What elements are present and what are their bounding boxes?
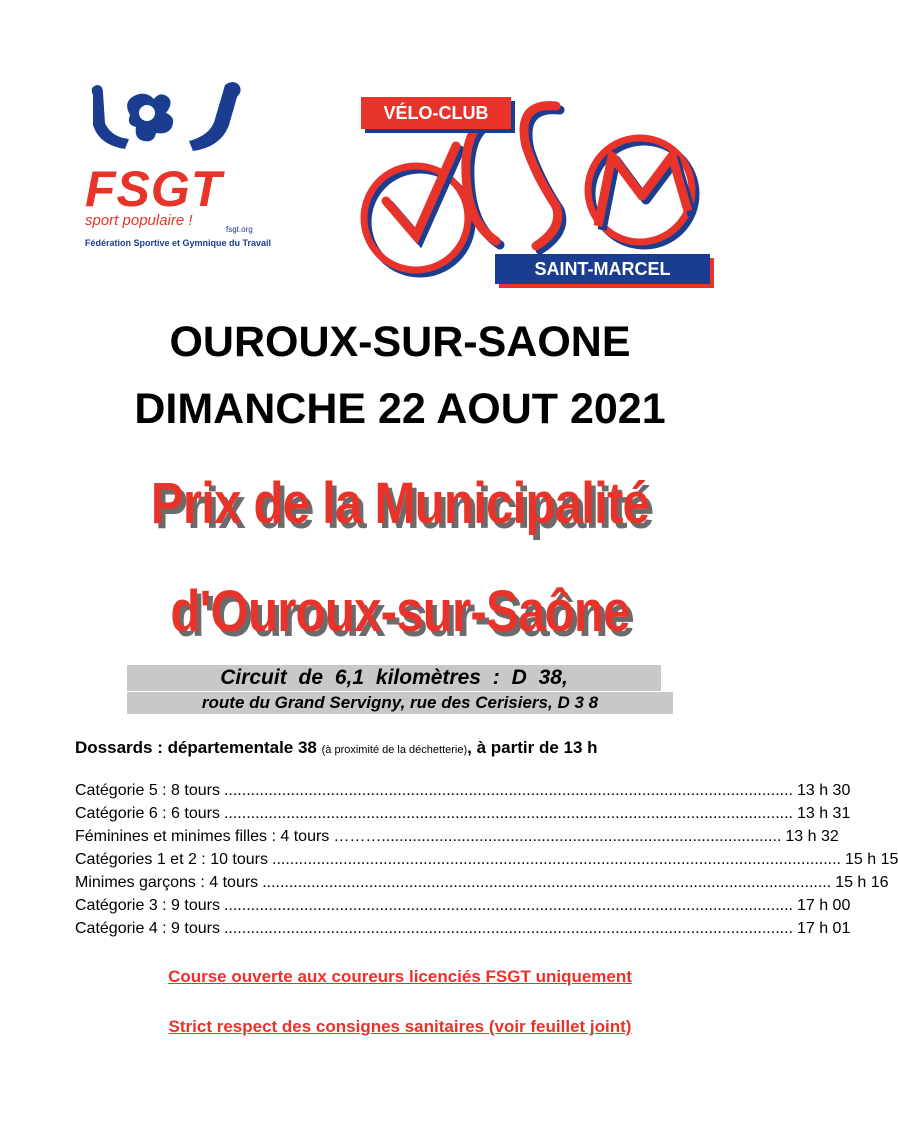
schedule-time: 17 h 01: [796, 920, 851, 937]
dot-leader: ................................................................................................................................: [223, 920, 793, 937]
circuit-line1: Circuit de 6,1 kilomètres : D 38,: [127, 665, 661, 691]
dossards-info: [75, 738, 598, 758]
schedule-label: Catégorie 3 : 9 tours: [75, 897, 220, 914]
licence-notice: Course ouverte aux coureurs licenciés FSGT uniquement: [168, 967, 632, 986]
schedule-row: [75, 871, 889, 894]
event-location: OUROUX-SUR-SAONE: [169, 318, 631, 366]
dot-leader: ................................................................................................................................: [223, 782, 793, 799]
schedule-row: [75, 848, 898, 871]
dossards-detail: (à proximité de la déchetterie): [321, 744, 468, 756]
dossards-prefix: Dossards : départementale 38: [75, 738, 317, 757]
event-title-line2: d'Ouroux-sur-Saône: [170, 579, 630, 644]
schedule-time: 13 h 31: [796, 805, 851, 822]
event-title-line1: Prix de la Municipalité: [150, 471, 650, 536]
fsgt-wordmark: FSGT: [85, 161, 223, 217]
dot-leader: ................................................................................................................................: [272, 851, 841, 868]
dot-leader: ................................................................................................................................: [223, 805, 793, 822]
fsgt-tagline: sport populaire !: [85, 212, 193, 229]
schedule-time: 13 h 30: [796, 782, 851, 799]
schedule-row: [75, 917, 851, 940]
club-name-top: VÉLO-CLUB: [361, 97, 511, 129]
fsgt-site: fsgt.org: [226, 225, 253, 234]
dot-leader: ................................................................................................................................: [262, 874, 832, 891]
dot-leader: ................................................................................................................................: [223, 897, 793, 914]
schedule-label: Féminines et minimes filles : 4 tours: [75, 828, 330, 845]
schedule-time: 17 h 00: [796, 897, 851, 914]
schedule-row: [75, 894, 851, 917]
schedule-label: Catégorie 5 : 8 tours: [75, 782, 220, 799]
schedule-row: [75, 802, 851, 825]
sanitary-notice: Strict respect des consignes sanitaires (voir feuillet joint): [168, 1017, 632, 1036]
schedule-row: [75, 825, 839, 848]
schedule-time: 15 h 15: [845, 851, 898, 868]
schedule-list: [75, 779, 898, 940]
club-name-bottom: SAINT-MARCEL: [495, 254, 710, 284]
schedule-label: Catégories 1 et 2 : 10 tours: [75, 851, 268, 868]
circuit-line2: route du Grand Servigny, rue des Cerisiers, D 3 8: [127, 692, 673, 714]
schedule-row: [75, 779, 851, 802]
schedule-label: Catégorie 6 : 6 tours: [75, 805, 220, 822]
schedule-time: 13 h 32: [785, 828, 839, 845]
fsgt-full-name: Fédération Sportive et Gymnique du Travail: [85, 238, 272, 248]
schedule-label: Catégorie 4 : 9 tours: [75, 920, 220, 937]
schedule-label: Minimes garçons : 4 tours: [75, 874, 259, 891]
event-date: DIMANCHE 22 AOUT 2021: [134, 385, 666, 433]
dossards-suffix: , à partir de 13 h: [467, 738, 598, 757]
dot-leader: ………..........................................................................................: [333, 828, 782, 845]
schedule-time: 15 h 16: [835, 874, 889, 891]
